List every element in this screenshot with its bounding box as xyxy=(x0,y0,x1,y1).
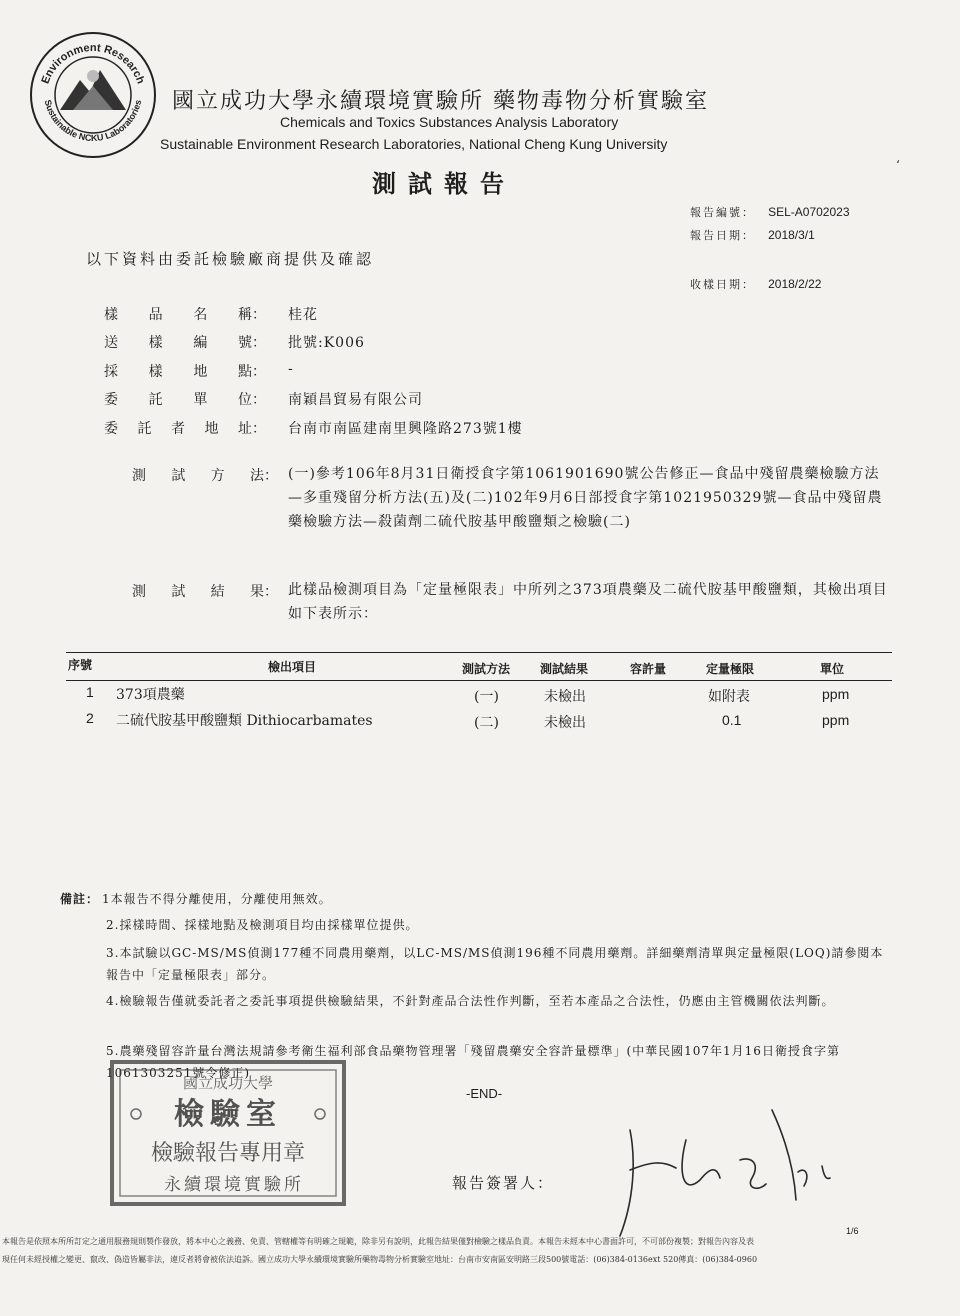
row-method: (一) xyxy=(474,689,499,705)
field-label-sampling-location: 採 樣 地 點： xyxy=(104,364,266,380)
field-value-sample-name: 桂花 xyxy=(288,307,318,323)
inspection-stamp xyxy=(108,1058,348,1208)
stamp-line-1: 國立成功大學 xyxy=(182,1074,274,1092)
end-mark: -END- xyxy=(466,1086,503,1101)
row-loq: 0.1 xyxy=(722,712,742,728)
table-header-tolerance: 容許量 xyxy=(630,662,667,676)
logo-text-bottom: Sustainable NCKU Laboratories xyxy=(42,98,144,144)
report-number xyxy=(690,201,850,220)
table-header-item: 檢出項目 xyxy=(268,660,317,674)
table-row xyxy=(0,684,960,708)
laboratory-logo xyxy=(28,30,158,160)
report-date xyxy=(690,224,815,243)
table-header-unit: 單位 xyxy=(820,662,845,676)
field-value-sampling-location: - xyxy=(288,361,294,377)
report-number-label: 報告編號： xyxy=(690,206,755,219)
notes-label: 備註： xyxy=(60,892,100,906)
table-header-no: 序號 xyxy=(68,658,93,672)
table-header-method: 測試方法 xyxy=(462,662,511,676)
stamp-line-4: 永續環境實驗所 xyxy=(164,1175,304,1195)
row-unit: ppm xyxy=(822,712,850,728)
report-date-value: 2018/3/1 xyxy=(768,228,815,242)
mountain-emblem-icon xyxy=(60,70,126,110)
provided-by-client-note: 以下資料由委託檢驗廠商提供及確認 xyxy=(86,250,375,268)
row-result: 未檢出 xyxy=(544,689,586,705)
note-item: 5.農藥殘留容許量台灣法規請參考衛生福利部食品藥物管理署「殘留農藥安全容許量標準」(中華民國107年1月16日衛授食字第1061303251號令修正) xyxy=(106,1044,840,1080)
table-header-result: 測試結果 xyxy=(540,662,589,676)
laboratory-name-en: Chemicals and Toxics Substances Analysis Laboratory xyxy=(280,114,619,130)
stamp-line-3: 檢驗報告專用章 xyxy=(150,1141,306,1166)
note-item: 1本報告不得分離使用，分離使用無效。 xyxy=(102,892,332,906)
field-label-sample-number: 送 樣 編 號： xyxy=(104,335,266,351)
row-result: 未檢出 xyxy=(544,715,586,731)
note-item: 4.檢驗報告僅就委託者之委託事項提供檢驗結果，不針對產品合法性作判斷，至若本產品之合法性，仍應由主管機關依法判斷。 xyxy=(106,994,835,1008)
table-row xyxy=(0,710,960,734)
footer-line-1: 本報告是依照本所所訂定之通用服務規則製作發放，將本中心之義務、免責、管轄權等有明確之規範，除非另有說明，此報告結果僅對檢驗之樣品負責。本報告未經本中心書面許可，不可部份複製；對報告內容及表 xyxy=(2,1237,754,1246)
table-top-rule xyxy=(66,652,892,653)
stamp-line-2: 檢驗室 xyxy=(174,1097,282,1132)
result-label: 測 試 結 果： xyxy=(132,584,278,600)
table-header-rule xyxy=(66,680,892,681)
row-number: 2 xyxy=(86,710,94,726)
table-header-loq: 定量極限 xyxy=(706,662,755,676)
result-text: 此樣品檢測項目為「定量極限表」中所列之373項農藥及二硫代胺基甲酸鹽類，其檢出項目如下表所示： xyxy=(288,582,888,622)
field-label-sample-name: 樣 品 名 稱： xyxy=(104,307,266,323)
row-unit: ppm xyxy=(822,686,850,702)
received-date xyxy=(690,273,821,292)
signature xyxy=(590,1100,850,1240)
method-label: 測 試 方 法： xyxy=(132,468,278,484)
logo-text-top: Environment Research xyxy=(39,41,147,86)
report-date-label: 報告日期： xyxy=(690,229,755,242)
report-title: 測試報告 xyxy=(372,169,516,198)
organization-name-zh: 國立成功大學永續環境實驗所 藥物毒物分析實驗室 xyxy=(172,89,709,114)
field-value-client-address: 台南市南區建南里興隆路273號1樓 xyxy=(288,421,523,437)
row-method: (二) xyxy=(474,715,499,731)
signer-label: 報告簽署人： xyxy=(452,1174,555,1192)
field-label-client-address: 委 託 者 地 址： xyxy=(104,421,266,437)
row-item: 二硫代胺基甲酸鹽類 Dithiocarbamates xyxy=(116,713,373,729)
received-date-label: 收樣日期： xyxy=(690,278,755,291)
organization-name-en: Sustainable Environment Research Laboratories, National Cheng Kung University xyxy=(160,136,668,152)
field-label-client: 委 託 單 位： xyxy=(104,392,266,408)
report-number-value: SEL-A0702023 xyxy=(768,205,850,219)
method-text: (一)參考106年8月31日衛授食字第1061901690號公告修正—食品中殘留農藥檢驗方法—多重殘留分析方法(五)及(二)102年9月6日部授食字第1021950329號—食品中殘留農藥檢驗方法—殺菌劑二硫代胺基甲酸鹽類之檢驗(二) xyxy=(288,466,883,530)
row-item: 373項農藥 xyxy=(116,687,185,703)
field-value-client: 南穎昌貿易有限公司 xyxy=(288,392,423,408)
note-item: 2.採樣時間、採樣地點及檢測項目均由採樣單位提供。 xyxy=(106,918,419,932)
row-number: 1 xyxy=(86,684,94,700)
field-value-sample-number: 批號:K006 xyxy=(288,335,365,351)
received-date-value: 2018/2/22 xyxy=(768,277,822,291)
footer-line-2: 現任何未經授權之變更、竄改、偽造皆屬非法，違反者將會被依法追訴。國立成功大學永續環境實驗所藥物毒物分析實驗室地址：台南市安南區安明路三段500號電話：(06)384-0136ext 520傳真：(06)384-0960 xyxy=(2,1255,758,1264)
corner-mark: ‘ xyxy=(896,158,900,172)
row-loq: 如附表 xyxy=(708,689,750,705)
note-item: 3.本試驗以GC-MS/MS偵測177種不同農用藥劑，以LC-MS/MS偵測196種不同農用藥劑。詳細藥劑清單與定量極限(LOQ)請參閱本報告中「定量極限表」部分。 xyxy=(106,946,884,982)
page-number: 1/6 xyxy=(846,1226,859,1236)
